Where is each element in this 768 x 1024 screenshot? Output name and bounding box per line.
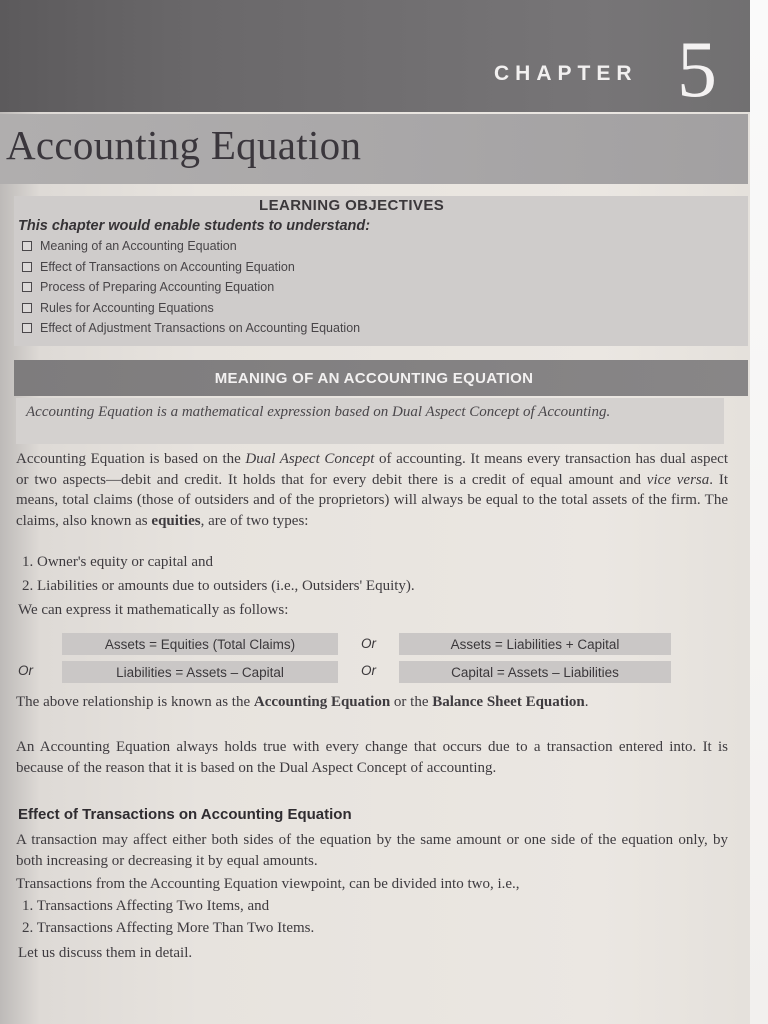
objective-text: Meaning of an Accounting Equation xyxy=(40,239,237,254)
transaction-type-1: 1. Transactions Affecting Two Items, and xyxy=(22,898,270,914)
transaction-type-2: 2. Transactions Affecting More Than Two Items. xyxy=(22,920,315,936)
paragraph-viewpoint: Transactions from the Accounting Equation viewpoint, can be divided into two, i.e., xyxy=(16,876,520,892)
chapter-number: 5 xyxy=(677,26,717,114)
text-run: The above relationship is known as the xyxy=(16,694,254,710)
chapter-header-band xyxy=(0,0,750,112)
text-strong: equities xyxy=(151,512,201,529)
list-item xyxy=(22,257,360,278)
equation-assets-liabilities-capital: Assets = Liabilities + Capital xyxy=(399,633,671,655)
text-run: . xyxy=(584,694,589,710)
closing-line: Let us discuss them in detail. xyxy=(18,945,193,961)
equation-assets-equities: Assets = Equities (Total Claims) xyxy=(62,633,338,655)
learning-objectives-intro: This chapter would enable students to understand: xyxy=(18,218,371,234)
checkbox-icon xyxy=(22,303,32,313)
text-run: . It means, total claims (those of outsiders and of the proprietors) will always be equal to the total assets of the firm. The claims, also known as xyxy=(16,471,728,529)
checkbox-icon xyxy=(22,262,32,272)
text-emphasis: Dual Aspect Concept xyxy=(245,451,375,467)
text-emphasis: vice versa xyxy=(646,471,710,488)
paragraph-dual-aspect xyxy=(16,449,728,531)
equation-or: Or xyxy=(361,636,376,651)
paragraph-transaction-effect: A transaction may affect either both sides of the equation by the same amount or one side of the equation only, by both increasing or decreasing it by equal amounts. xyxy=(16,832,728,869)
section-heading: MEANING OF AN ACCOUNTING EQUATION xyxy=(214,369,534,387)
learning-objectives-heading: LEARNING OBJECTIVES xyxy=(259,197,445,214)
objective-text: Effect of Transactions on Accounting Equation xyxy=(40,259,295,274)
equation-liabilities: Liabilities = Assets – Capital xyxy=(62,661,338,683)
checkbox-icon xyxy=(22,282,32,292)
text-run: or the xyxy=(390,694,433,710)
equity-type-2: 2. Liabilities or amounts due to outsiders (i.e., Outsiders' Equity). xyxy=(22,578,415,594)
express-line: We can express it mathematically as follows: xyxy=(18,602,289,618)
list-item xyxy=(22,236,360,257)
paragraph-relationship xyxy=(16,692,728,713)
list-item xyxy=(22,298,360,319)
objective-text: Effect of Adjustment Transactions on Accounting Equation xyxy=(40,321,361,336)
equity-type-1: 1. Owner's equity or capital and xyxy=(22,554,213,570)
equation-or: Or xyxy=(18,663,33,678)
page-title: Accounting Equation xyxy=(6,122,362,168)
text-run: Accounting Equation is based on the xyxy=(16,451,246,467)
chapter-label: CHAPTER xyxy=(494,62,638,85)
checkbox-icon xyxy=(22,241,32,251)
text-run: of accounting. It means every transaction has dual aspect or two aspects—debit and credit. It holds that for every debit there is a credit of equal amount and xyxy=(16,451,729,488)
list-item xyxy=(22,318,360,339)
definition-text: Accounting Equation is a mathematical expression based on Dual Aspect Concept of Accounting. xyxy=(26,404,611,420)
page-edge xyxy=(750,0,768,1024)
objective-text: Process of Preparing Accounting Equation xyxy=(40,280,275,295)
list-item xyxy=(22,277,360,298)
subheading-effect-of-transactions: Effect of Transactions on Accounting Equation xyxy=(18,806,352,823)
equation-or: Or xyxy=(361,663,376,678)
text-strong: Balance Sheet Equation xyxy=(432,694,585,710)
text-strong: Accounting Equation xyxy=(253,694,391,710)
text-run: , are of two types: xyxy=(200,512,309,529)
objective-text: Rules for Accounting Equations xyxy=(40,300,214,315)
paragraph-holds-true: An Accounting Equation always holds true with every change that occurs due to a transaction entered into. It is because of the reason that it is based on the Dual Aspect Concept of accounting. xyxy=(16,739,728,776)
checkbox-icon xyxy=(22,323,32,333)
learning-objectives-list xyxy=(22,236,360,339)
equation-capital: Capital = Assets – Liabilities xyxy=(399,661,671,683)
